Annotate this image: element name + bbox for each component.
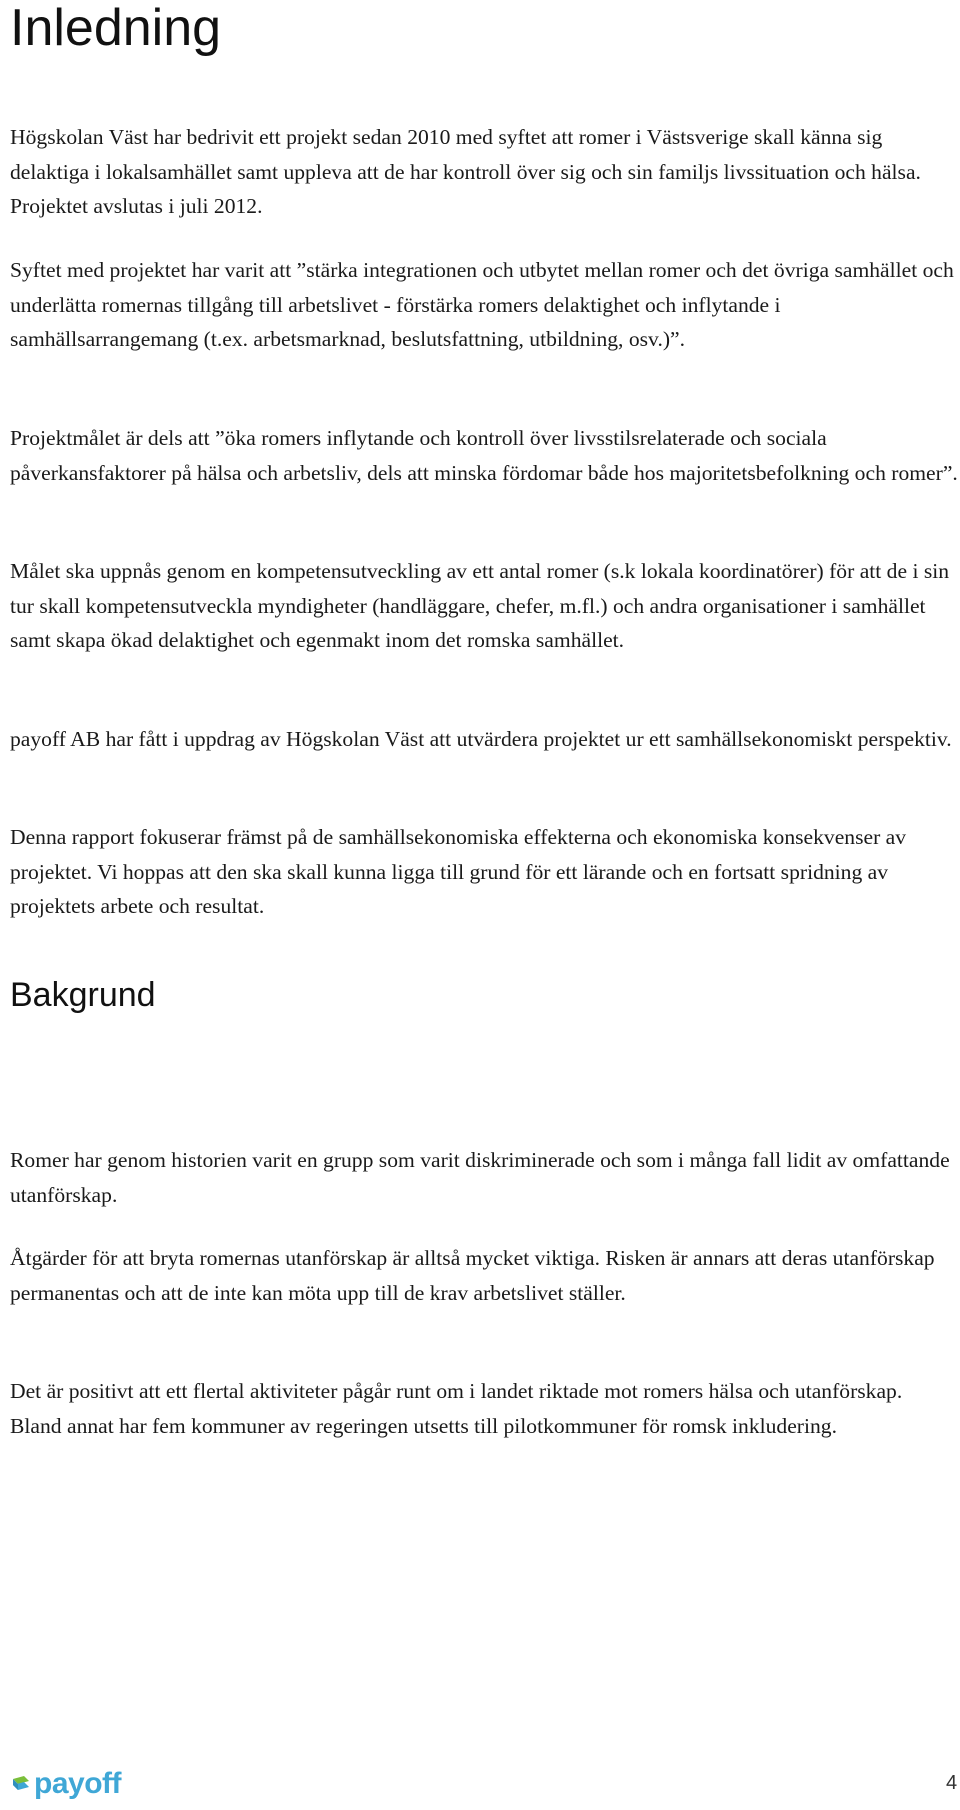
paragraph: Det är positivt att ett flertal aktiviteter pågår runt om i landet riktade mot romers hälsa och utanförskap. Bland annat har fem kommuner av regeringen utsetts till pilotkommuner för romsk inkludering. bbox=[10, 1379, 903, 1438]
paragraph: Romer har genom historien varit en grupp som varit diskriminerade och som i många fall lidit av omfattande utanförskap. bbox=[10, 1148, 950, 1207]
paragraph: Högskolan Väst har bedrivit ett projekt sedan 2010 med syftet att romer i Västsverige skall känna sig delaktiga i lokalsamhället samt uppleva att de har kontroll över sig och sin familjs livssituation och hälsa. Projektet avslutas i juli 2012. bbox=[10, 125, 921, 218]
paragraph: Denna rapport fokuserar främst på de samhällsekonomiska effekterna och ekonomiska konsekvenser av projektet. Vi hoppas att den ska skall kunna ligga till grund för ett lärande och en fortsatt spridning av projektets arbete och resultat. bbox=[10, 825, 907, 918]
payoff-logo-icon bbox=[10, 1773, 32, 1795]
section-heading-bakgrund: Bakgrund bbox=[10, 976, 156, 1014]
paragraph: Målet ska uppnås genom en kompetensutveckling av ett antal romer (s.k lokala koordinatörer) för att de i sin tur skall kompetensutveckla myndigheter (handläggare, chefer, m.fl.) och andra organisationer i samhället samt skapa ökad delaktighet och egenmakt inom det romska samhället. bbox=[10, 559, 950, 652]
paragraph: Projektmålet är dels att ”öka romers inflytande och kontroll över livsstilsrelaterade och sociala påverkansfaktorer på hälsa och arbetsliv, dels att minska fördomar både hos majoritetsbefolkning och romer”. bbox=[10, 426, 958, 485]
paragraph: Åtgärder för att bryta romernas utanförskap är alltså mycket viktiga. Risken är annars att deras utanförskap permanentas och att de inte kan möta upp till de krav arbetslivet ställer. bbox=[10, 1246, 935, 1305]
page-number: 4 bbox=[946, 1772, 958, 1794]
payoff-logo-text: payoff bbox=[34, 1767, 121, 1800]
paragraph: Syftet med projektet har varit att ”stärka integrationen och utbytet mellan romer och det övriga samhället och underlätta romernas tillgång till arbetslivet - förstärka romers delaktighet och inflytande i samhällsarrangemang (t.ex. arbetsmarknad, beslutsfattning, utbildning, osv.)”. bbox=[10, 258, 954, 351]
section-heading-inledning: Inledning bbox=[10, 0, 222, 57]
payoff-logo bbox=[10, 1768, 121, 1800]
paragraph: payoff AB har fått i uppdrag av Högskolan Väst att utvärdera projektet ur ett samhällsekonomiskt perspektiv. bbox=[10, 727, 952, 751]
